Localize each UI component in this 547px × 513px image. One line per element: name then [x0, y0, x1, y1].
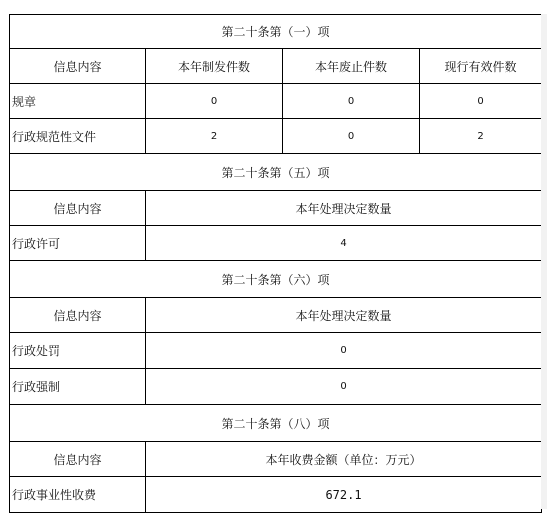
header-row	[10, 442, 542, 477]
header-info-content: 信息内容	[10, 191, 146, 226]
table-row	[10, 369, 542, 405]
header-row	[10, 49, 542, 84]
table-row	[10, 84, 542, 119]
section-title: 第二十条第（五）项	[10, 154, 542, 191]
header-abolished-count: 本年废止件数	[283, 49, 420, 84]
cell-value: 0	[283, 119, 420, 154]
section-title: 第二十条第（六）项	[10, 261, 542, 298]
cell-value: 0	[283, 84, 420, 119]
cell-value: 4	[146, 226, 542, 261]
table-row	[10, 226, 542, 261]
section-title-row	[10, 15, 542, 49]
table-row	[10, 333, 542, 369]
cell-value: 0	[420, 84, 542, 119]
header-row	[10, 298, 542, 333]
section-title: 第二十条第（一）项	[10, 15, 542, 49]
header-fee-amount: 本年收费金额（单位：万元）	[146, 442, 542, 477]
page-top-strip	[0, 0, 547, 14]
cell-value: 672.1	[146, 477, 542, 513]
row-label: 行政强制	[10, 369, 146, 405]
section-title-row	[10, 405, 542, 442]
cell-value: 0	[146, 333, 542, 369]
row-label: 行政许可	[10, 226, 146, 261]
disclosure-table	[9, 14, 542, 513]
row-label: 规章	[10, 84, 146, 119]
row-label: 行政规范性文件	[10, 119, 146, 154]
section-title-row	[10, 154, 542, 191]
row-label: 行政处罚	[10, 333, 146, 369]
right-edge-shade	[541, 14, 547, 509]
table-row	[10, 477, 542, 513]
header-info-content: 信息内容	[10, 49, 146, 84]
cell-value: 0	[146, 84, 283, 119]
header-row	[10, 191, 542, 226]
cell-value: 2	[146, 119, 283, 154]
row-label: 行政事业性收费	[10, 477, 146, 513]
section-title: 第二十条第（八）项	[10, 405, 542, 442]
cell-value: 2	[420, 119, 542, 154]
cell-value: 0	[146, 369, 542, 405]
header-info-content: 信息内容	[10, 298, 146, 333]
header-info-content: 信息内容	[10, 442, 146, 477]
header-issued-count: 本年制发件数	[146, 49, 283, 84]
header-valid-count: 现行有效件数	[420, 49, 542, 84]
table-row	[10, 119, 542, 154]
header-decision-count: 本年处理决定数量	[146, 298, 542, 333]
header-decision-count: 本年处理决定数量	[146, 191, 542, 226]
section-title-row	[10, 261, 542, 298]
